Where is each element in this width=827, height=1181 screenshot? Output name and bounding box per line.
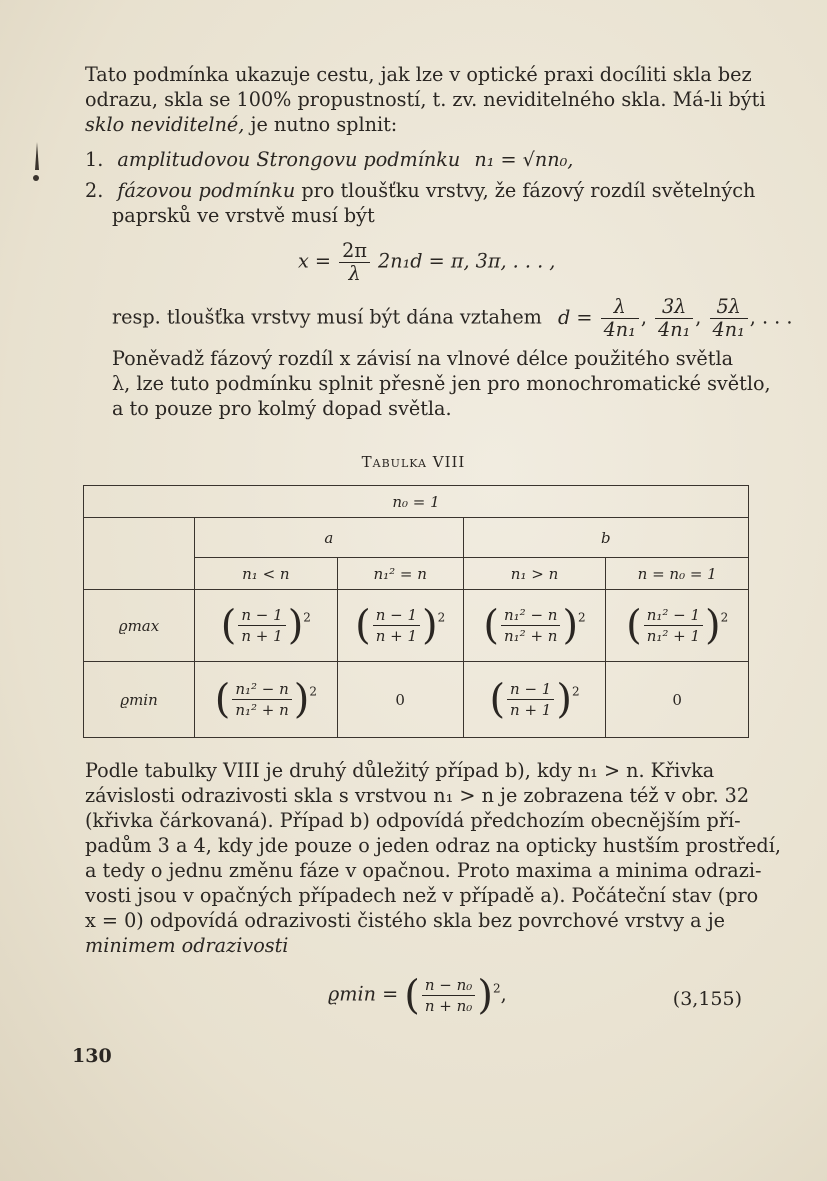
- table-cell: ( $\frac{\text{n₁² − n}}{\text{n₁² + n}}$ )$^2$: [195, 662, 338, 738]
- text-line: vosti jsou v opačných případech než v případě a). Počáteční stav (pro: [85, 884, 759, 907]
- row-label-rho-max: ϱmax: [84, 590, 195, 662]
- italic-term: sklo neviditelné,: [85, 113, 245, 136]
- table-header-n0: [84, 486, 749, 518]
- equation-phase: [298, 240, 555, 285]
- equation-rho-min: ϱmin = ( $\frac{\text{n − n₀}}{\text{n + n₀}}$ )$^2$,: [328, 972, 507, 1019]
- reflectance-table: [83, 485, 749, 738]
- page-number: 130: [72, 1045, 112, 1067]
- fraction-numerator: λ: [601, 296, 639, 319]
- fraction-numerator: n − n₀: [422, 975, 475, 996]
- text-fragment: ,: [500, 982, 507, 1006]
- fraction: [339, 240, 370, 285]
- exponent: 2: [303, 610, 311, 625]
- text-fragment: pro tloušťku vrstvy, že fázový rozdíl světelných: [295, 179, 756, 202]
- fraction-denominator: 4n₁: [603, 318, 636, 341]
- text-fragment: resp. tloušťka vrstvy musí být dána vztahem: [112, 305, 542, 329]
- fraction-denominator: n₁² + 1: [646, 627, 701, 645]
- table-cell: ( $\frac{n - 1}{n + 1}$ )$^2$: [195, 590, 338, 662]
- list-item-1: [85, 148, 573, 171]
- fraction-denominator: n + 1: [241, 627, 283, 645]
- text-line: závislosti odrazivosti skla s vrstvou n₁ > n je zobrazena též v obr. 32: [85, 784, 750, 807]
- fraction-denominator: n₁² + n: [503, 627, 558, 645]
- text-fragment: je nutno splnit:: [244, 113, 398, 136]
- fraction-numerator: n − 1: [373, 605, 420, 626]
- equation-lhs: x =: [298, 249, 331, 273]
- table-cell: ( $\frac{\text{n₁² − 1}}{\text{n₁² + 1}}$ )$^2$: [606, 590, 749, 662]
- fraction-denominator: 4n₁: [712, 318, 745, 341]
- fraction-denominator: n₁² + n: [235, 701, 289, 719]
- fraction: [601, 296, 639, 341]
- fraction-denominator: λ: [348, 262, 361, 285]
- header-text: b: [601, 528, 611, 547]
- table-cell: ( $\frac{n - 1}{n + 1}$ )$^2$: [463, 662, 606, 738]
- text-line: a to pouze pro kolmý dopad světla.: [112, 397, 452, 420]
- text-line: (křivka čárkovaná). Případ b) odpovídá předchozím obecnějším pří-: [85, 809, 741, 832]
- header-text: a: [324, 528, 334, 547]
- text-line: Podle tabulky VIII je druhý důležitý případ b), kdy n₁ > n. Křivka: [85, 759, 715, 782]
- header-text: n₀ = 1: [392, 492, 440, 511]
- list-number: 1.: [85, 148, 104, 171]
- list-item-2: [85, 179, 755, 202]
- row-label-rho-min: ϱmin: [84, 662, 195, 738]
- exponent: 2: [578, 610, 586, 625]
- fraction-numerator: n₁² − 1: [644, 605, 703, 626]
- table-header-a: [195, 518, 464, 558]
- table-cell: 0: [606, 662, 749, 738]
- table-subheader: n₁ < n: [195, 558, 338, 590]
- text-line: odrazu, skla se 100% propustností, t. zv. neviditelného skla. Má-li býti: [85, 88, 766, 111]
- table-header-b: [463, 518, 748, 558]
- table-subheader: n₁ > n: [463, 558, 606, 590]
- paragraph-monochromatic: [112, 346, 771, 421]
- exponent: 2: [309, 684, 318, 699]
- text-line: Tato podmínka ukazuje cestu, jak lze v optické praxi docíliti skla bez: [85, 63, 752, 86]
- table-cell: ( $\frac{n - 1}{n + 1}$ )$^2$: [337, 590, 463, 662]
- text-line-italic: minimem odrazivosti: [85, 934, 289, 957]
- text-line: Poněvadž fázový rozdíl x závisí na vlnové délce použitého světla: [112, 347, 734, 370]
- formula: n₁ = √nn₀,: [474, 148, 574, 171]
- paragraph-intro: [85, 62, 766, 137]
- fraction-denominator: n + n₀: [424, 997, 473, 1015]
- equation-lhs: d =: [557, 305, 593, 329]
- fraction-numerator: n − 1: [238, 605, 285, 626]
- equation-number: (3,155): [672, 988, 742, 1010]
- text-line: padům 3 a 4, kdy jde pouze o jeden odraz na opticky hustším prostředí,: [85, 834, 781, 857]
- text-line: λ, lze tuto podmínku splnit přesně jen pro monochromatické světlo,: [112, 372, 771, 395]
- fraction-denominator: 4n₁: [658, 318, 691, 341]
- equation-rhs: 2n₁d = π, 3π, . . . ,: [378, 249, 556, 273]
- fraction: [710, 296, 748, 341]
- list-item-2-continued: paprsků ve vrstvě musí být: [112, 204, 375, 227]
- exponent: 2: [492, 981, 501, 996]
- equation-thickness: resp. tloušťka vrstvy musí být dána vztahem d = $\frac{\lambda}{\text{4n₁}}$ , $\frac{3\lambda}{\text{4n₁}}$ , $\frac{5\lambda}{\text{4n₁}}$ , . . .: [112, 295, 793, 341]
- equation-lhs: ϱmin =: [328, 982, 399, 1006]
- text-line: x = 0) odpovídá odrazivosti čistého skla bez povrchové vrstvy a je: [85, 909, 726, 932]
- exponent: 2: [720, 610, 729, 625]
- text-line: [85, 112, 755, 137]
- text-fragment: , . . .: [749, 305, 793, 329]
- fraction-denominator: n + 1: [375, 627, 418, 645]
- table-subheader: n = n₀ = 1: [606, 558, 749, 590]
- italic-term: fázovou podmínku: [117, 179, 296, 202]
- margin-exclamation-mark: [30, 140, 44, 184]
- italic-term: amplitudovou Strongovu podmínku: [117, 148, 461, 171]
- table-corner-cell: [84, 518, 195, 590]
- text-line: a tedy o jednu změnu fáze v opačnou. Proto maxima a minima odrazi-: [85, 859, 762, 882]
- paragraph-case-b: [85, 758, 781, 958]
- exponent: 2: [571, 684, 580, 699]
- exponent: 2: [437, 610, 446, 625]
- fraction-numerator: n − 1: [507, 679, 554, 700]
- fraction-numerator: 5λ: [710, 296, 748, 319]
- list-number: 2.: [85, 179, 104, 202]
- table-caption: Tabulka VIII: [361, 453, 466, 471]
- fraction-numerator: 3λ: [655, 296, 693, 319]
- fraction-numerator: 2π: [339, 240, 370, 263]
- fraction: [655, 296, 693, 341]
- fraction-numerator: n₁² − n: [501, 605, 560, 626]
- fraction-numerator: n₁² − n: [232, 679, 291, 700]
- table-cell: ( $\frac{\text{n₁² − n}}{\text{n₁² + n}}$ )$^2$: [463, 590, 606, 662]
- fraction-denominator: n + 1: [510, 701, 552, 719]
- table-subheader: n₁² = n: [337, 558, 463, 590]
- table-cell: 0: [337, 662, 463, 738]
